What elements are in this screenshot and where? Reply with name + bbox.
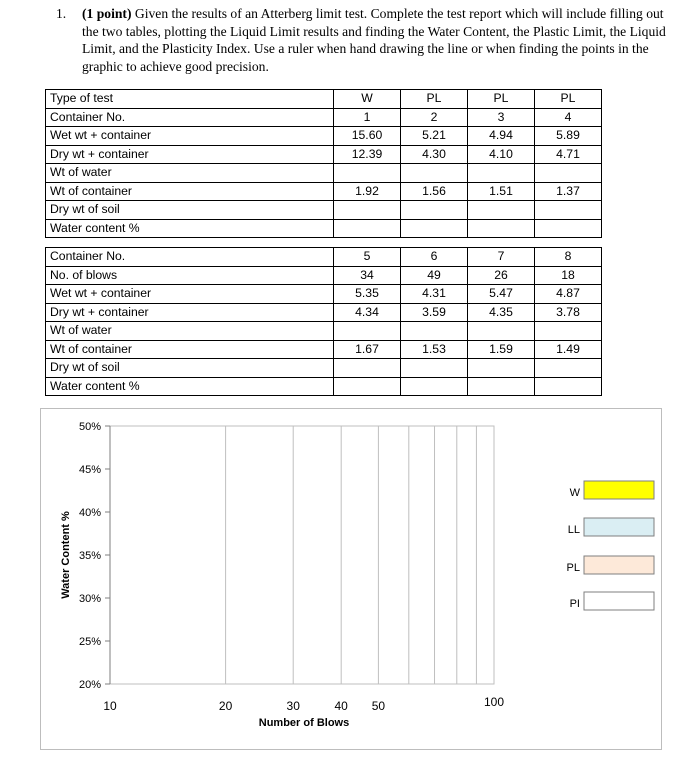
x-tick-label: 10 [103, 699, 117, 713]
value-cell: 4.31 [401, 285, 468, 304]
value-cell: 2 [401, 108, 468, 127]
row-label: Dry wt of soil [46, 359, 334, 378]
entry-cell[interactable] [401, 359, 468, 378]
entry-cell[interactable] [334, 322, 401, 341]
chart-canvas [41, 409, 663, 751]
row-label: Wt of water [46, 164, 334, 183]
row-label: Wet wt + container [46, 285, 334, 304]
value-cell: PL [401, 90, 468, 109]
row-label: Water content % [46, 377, 334, 396]
y-axis-title: Water Content % [60, 511, 72, 599]
value-cell: 49 [401, 266, 468, 285]
value-cell: 4.10 [468, 145, 535, 164]
entry-cell[interactable] [468, 359, 535, 378]
plot-area [110, 426, 494, 684]
table-row [46, 285, 602, 304]
table-row [46, 108, 602, 127]
entry-cell[interactable] [468, 201, 535, 220]
table-row [46, 90, 602, 109]
table-row [46, 303, 602, 322]
row-label: Container No. [46, 248, 334, 267]
value-cell: 4.30 [401, 145, 468, 164]
value-cell: 7 [468, 248, 535, 267]
entry-cell[interactable] [401, 201, 468, 220]
row-label: Wt of water [46, 322, 334, 341]
entry-cell[interactable] [535, 164, 602, 183]
legend-label: W [569, 487, 580, 499]
table-row [46, 248, 602, 267]
entry-cell[interactable] [535, 359, 602, 378]
value-cell: W [334, 90, 401, 109]
x-tick-label: 50 [371, 699, 386, 713]
results-table-2 [45, 247, 602, 396]
row-label: Type of test [46, 90, 334, 109]
entry-cell[interactable] [468, 377, 535, 396]
value-cell: 1.49 [535, 340, 602, 359]
y-tick-label: 20% [78, 679, 101, 691]
row-label: Container No. [46, 108, 334, 127]
entry-cell[interactable] [468, 219, 535, 238]
value-cell: 15.60 [334, 127, 401, 146]
entry-cell[interactable] [334, 201, 401, 220]
x-tick-label: 30 [286, 699, 300, 713]
table-row [46, 127, 602, 146]
table-row [46, 219, 602, 238]
entry-cell[interactable] [468, 322, 535, 341]
y-tick-label: 35% [78, 550, 101, 562]
entry-cell[interactable] [334, 164, 401, 183]
x-axis-title: Number of Blows [258, 717, 350, 729]
value-cell: 5.21 [401, 127, 468, 146]
legend-swatch [584, 481, 654, 499]
value-cell: 8 [535, 248, 602, 267]
value-cell: 12.39 [334, 145, 401, 164]
value-cell: 3 [468, 108, 535, 127]
question-number: 1. [56, 6, 67, 21]
value-cell: 1.51 [468, 182, 535, 201]
table-row [46, 377, 602, 396]
value-cell: PL [468, 90, 535, 109]
entry-cell[interactable] [535, 219, 602, 238]
value-cell: 4.34 [334, 303, 401, 322]
value-cell: 5 [334, 248, 401, 267]
row-label: Wt of container [46, 182, 334, 201]
table-row [46, 266, 602, 285]
entry-cell[interactable] [401, 322, 468, 341]
value-cell: 1 [334, 108, 401, 127]
results-table-1 [45, 89, 602, 238]
legend-swatch [584, 518, 654, 536]
value-cell: 5.47 [468, 285, 535, 304]
row-label: No. of blows [46, 266, 334, 285]
value-cell: 1.56 [401, 182, 468, 201]
table-row [46, 322, 602, 341]
value-cell: 4.87 [535, 285, 602, 304]
table-row [46, 201, 602, 220]
value-cell: PL [535, 90, 602, 109]
legend-swatch [584, 592, 654, 610]
legend-label: PI [569, 598, 580, 610]
value-cell: 1.92 [334, 182, 401, 201]
entry-cell[interactable] [535, 322, 602, 341]
value-cell: 34 [334, 266, 401, 285]
y-tick-label: 50% [78, 421, 101, 433]
y-tick-label: 30% [78, 593, 101, 605]
y-tick-label: 45% [78, 464, 101, 476]
value-cell: 3.78 [535, 303, 602, 322]
row-label: Dry wt + container [46, 145, 334, 164]
legend-label: LL [567, 524, 580, 536]
x-tick-label: 100 [483, 695, 505, 709]
row-label: Water content % [46, 219, 334, 238]
legend-label: PL [566, 562, 580, 574]
value-cell: 18 [535, 266, 602, 285]
value-cell: 26 [468, 266, 535, 285]
entry-cell[interactable] [401, 219, 468, 238]
entry-cell[interactable] [334, 359, 401, 378]
entry-cell[interactable] [535, 377, 602, 396]
question-text: Given the results of an Atterberg limit test. Complete the test report which will include filling out the two tables, plotting the Liquid Limit results and finding the Water Content, the Plastic Limit, the Liquid Limit, and the Plasticity Index. Use a ruler when hand drawing the line or when finding the points in the graphic to achieve good precision. [82, 6, 666, 74]
row-label: Wet wt + container [46, 127, 334, 146]
row-label: Wt of container [46, 340, 334, 359]
entry-cell[interactable] [334, 219, 401, 238]
y-tick-label: 25% [78, 636, 101, 648]
value-cell: 5.89 [535, 127, 602, 146]
liquid-limit-chart [40, 408, 662, 750]
row-label: Dry wt + container [46, 303, 334, 322]
y-tick-label: 40% [78, 507, 101, 519]
entry-cell[interactable] [334, 377, 401, 396]
value-cell: 5.35 [334, 285, 401, 304]
entry-cell[interactable] [535, 201, 602, 220]
value-cell: 4 [535, 108, 602, 127]
value-cell: 4.94 [468, 127, 535, 146]
value-cell: 1.37 [535, 182, 602, 201]
question-points: (1 point) [82, 6, 132, 21]
x-tick-label: 20 [218, 699, 233, 713]
value-cell: 1.67 [334, 340, 401, 359]
table-row [46, 182, 602, 201]
value-cell: 1.53 [401, 340, 468, 359]
table-row [46, 340, 602, 359]
legend-swatch [584, 556, 654, 574]
entry-cell[interactable] [401, 377, 468, 396]
table-row [46, 164, 602, 183]
value-cell: 4.71 [535, 145, 602, 164]
value-cell: 4.35 [468, 303, 535, 322]
value-cell: 1.59 [468, 340, 535, 359]
entry-cell[interactable] [468, 164, 535, 183]
x-tick-label: 40 [334, 699, 348, 713]
row-label: Dry wt of soil [46, 201, 334, 220]
value-cell: 3.59 [401, 303, 468, 322]
entry-cell[interactable] [401, 164, 468, 183]
value-cell: 6 [401, 248, 468, 267]
table-row [46, 145, 602, 164]
table-row [46, 359, 602, 378]
question-body [82, 5, 672, 75]
